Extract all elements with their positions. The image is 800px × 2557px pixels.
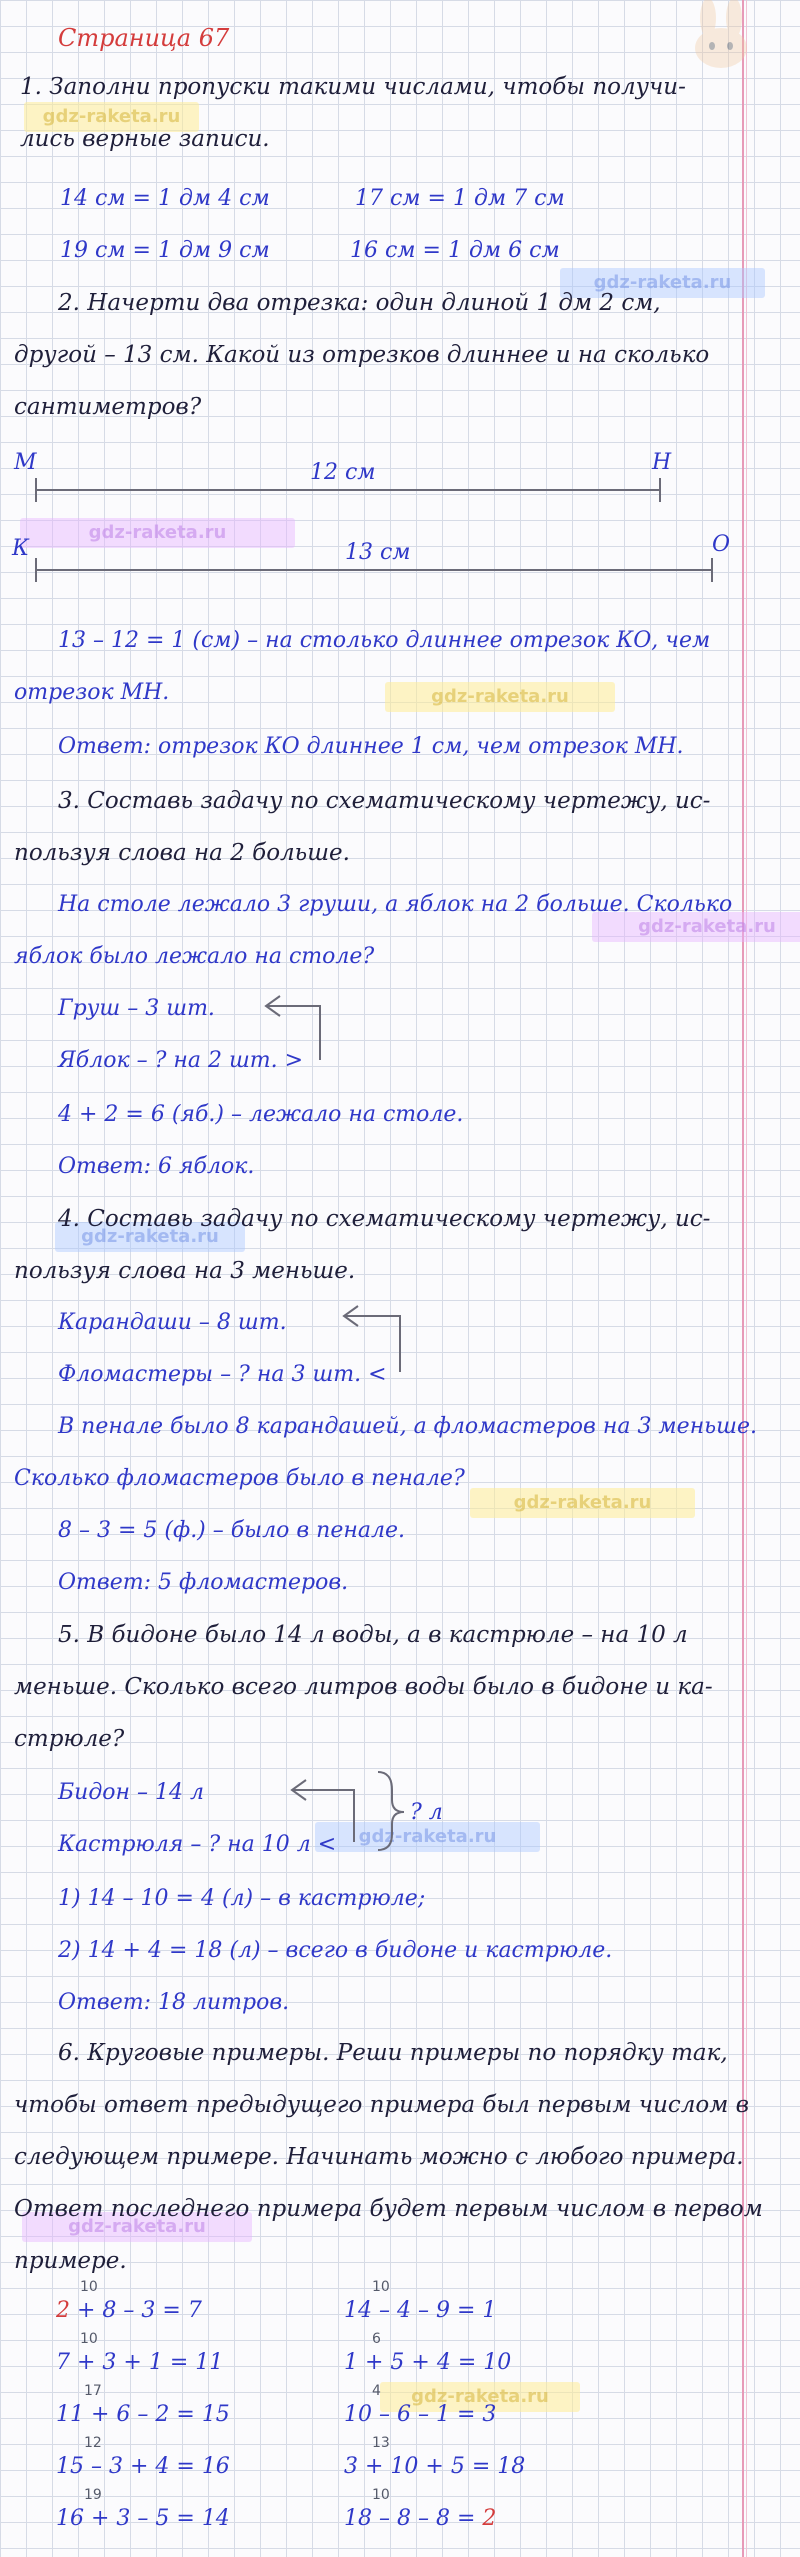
task4-story: Сколько фломастеров было в пенале? xyxy=(14,1466,465,1491)
circular-example: 10 – 6 – 1 = 3 xyxy=(344,2402,497,2427)
segment2-length-label: 13 см xyxy=(345,540,411,565)
task1-text-line: 1. Заполни пропуски такими числами, чтобы получи- xyxy=(20,74,686,100)
circular-example: 1 + 5 + 4 = 10 xyxy=(344,2350,512,2375)
segment2-start-label: К xyxy=(12,536,30,561)
circular-example: 7 + 3 + 1 = 11 xyxy=(56,2350,224,2375)
task2-text-line: 2. Начерти два отрезка: один длиной 1 дм 2 см, xyxy=(58,290,661,316)
watermark: gdz-raketa.ru xyxy=(592,912,800,942)
watermark: gdz-raketa.ru xyxy=(22,2212,252,2242)
helper-note: 6 xyxy=(372,2331,381,2347)
task6-text-line: чтобы ответ предыдущего примера был первым числом в xyxy=(14,2092,750,2118)
task5-solution: 2) 14 + 4 = 18 (л) – всего в бидоне и кастрюле. xyxy=(58,1938,613,1963)
task6-text-line: Ответ последнего примера будет первым числом в первом xyxy=(14,2196,763,2222)
task4-answer: Ответ: 5 фломастеров. xyxy=(58,1570,349,1595)
task3-story: На столе лежало 3 груши, а яблок на 2 больше. Сколько xyxy=(58,892,733,917)
task4-text-line: пользуя слова на 3 меньше. xyxy=(14,1258,356,1284)
task2-text-line: сантиметров? xyxy=(14,394,202,420)
helper-note: 10 xyxy=(80,2279,98,2295)
task6-text-line: следующем примере. Начинать можно с любого примера. xyxy=(14,2144,744,2170)
circular-example: 15 – 3 + 4 = 16 xyxy=(56,2454,230,2479)
task5-text-line: 5. В бидоне было 14 л воды, а в кастрюле – на 10 л xyxy=(58,1622,688,1648)
task1-answer: 14 см = 1 дм 4 см xyxy=(60,186,270,211)
helper-note: 17 xyxy=(84,2383,102,2399)
task2-answer: Ответ: отрезок КО длиннее 1 см, чем отрезок МН. xyxy=(58,734,684,759)
watermark: gdz-raketa.ru xyxy=(385,682,615,712)
task3-text-line: пользуя слова на 2 больше. xyxy=(14,840,350,866)
helper-note: 10 xyxy=(80,2331,98,2347)
task4-scheme-row: Фломастеры – ? на 3 шт. < xyxy=(58,1362,387,1387)
task3-scheme-row: Груш – 3 шт. xyxy=(58,996,215,1021)
segment1-length-label: 12 см xyxy=(310,460,376,485)
task5-solution: 1) 14 – 10 = 4 (л) – в кастрюле; xyxy=(58,1886,426,1911)
circular-example: 11 + 6 – 2 = 15 xyxy=(56,2402,230,2427)
task4-text-line: 4. Составь задачу по схематическому чертежу, ис- xyxy=(58,1206,711,1232)
task1-text-line: лись верные записи. xyxy=(20,126,270,152)
watermark: gdz-raketa.ru xyxy=(24,102,199,132)
task3-story: яблок было лежало на столе? xyxy=(14,944,375,969)
watermark: gdz-raketa.ru xyxy=(20,518,295,548)
segment2-end-label: О xyxy=(712,532,731,557)
circular-example: 14 – 4 – 9 = 1 xyxy=(344,2298,497,2323)
task3-solution: 4 + 2 = 6 (яб.) – лежало на столе. xyxy=(58,1102,464,1127)
task2-solution: 13 – 12 = 1 (см) – на столько длиннее отрезок КО, чем xyxy=(58,628,711,653)
watermark: gdz-raketa.ru xyxy=(560,268,765,298)
watermark: gdz-raketa.ru xyxy=(55,1222,245,1252)
task4-solution: 8 – 3 = 5 (ф.) – было в пенале. xyxy=(58,1518,405,1543)
task4-story: В пенале было 8 карандашей, а фломастеров на 3 меньше. xyxy=(58,1414,758,1439)
end-number: 2 xyxy=(482,2506,497,2531)
task6-text-line: 6. Круговые примеры. Реши примеры по порядку так, xyxy=(58,2040,728,2066)
task4-scheme-row: Карандаши – 8 шт. xyxy=(58,1310,287,1335)
helper-note: 19 xyxy=(84,2487,102,2503)
circular-example: 16 + 3 – 5 = 14 xyxy=(56,2506,230,2531)
task3-answer: Ответ: 6 яблок. xyxy=(58,1154,255,1179)
helper-note: 12 xyxy=(84,2435,102,2451)
task2-text-line: другой – 13 см. Какой из отрезков длиннее и на сколько xyxy=(14,342,710,368)
task6-text-line: примере. xyxy=(14,2248,127,2274)
task1-answer: 17 см = 1 дм 7 см xyxy=(355,186,565,211)
task5-text-line: стрюле? xyxy=(14,1726,125,1752)
segment-mn xyxy=(36,478,660,502)
task5-text-line: меньше. Сколько всего литров воды было в бидоне и ка- xyxy=(14,1674,713,1700)
task1-answer: 19 см = 1 дм 9 см xyxy=(60,238,270,263)
helper-note: 13 xyxy=(372,2435,390,2451)
task5-answer: Ответ: 18 литров. xyxy=(58,1990,290,2015)
task2-solution: отрезок МН. xyxy=(14,680,170,705)
page-title: Страница 67 xyxy=(58,24,230,52)
task1-answer: 16 см = 1 дм 6 см xyxy=(350,238,560,263)
task5-scheme-row: Бидон – 14 л xyxy=(58,1780,204,1805)
helper-note: 4 xyxy=(372,2383,381,2399)
start-number: 2 xyxy=(56,2298,70,2323)
helper-note: 10 xyxy=(372,2279,390,2295)
task5-brace-label: ? л xyxy=(410,1800,443,1825)
segment1-end-label: Н xyxy=(652,450,672,475)
segment1-start-label: М xyxy=(14,450,37,475)
segment-ko xyxy=(36,558,712,582)
watermark: gdz-raketa.ru xyxy=(380,2382,580,2412)
watermark: gdz-raketa.ru xyxy=(315,1822,540,1852)
task3-text-line: 3. Составь задачу по схематическому чертежу, ис- xyxy=(58,788,711,814)
task3-scheme-row: Яблок – ? на 2 шт. > xyxy=(58,1048,304,1073)
task5-scheme-row: Кастрюля – ? на 10 л < xyxy=(58,1832,337,1857)
circular-example: 18 – 8 – 8 = 2 xyxy=(344,2506,497,2531)
circular-example: 3 + 10 + 5 = 18 xyxy=(344,2454,526,2479)
watermark: gdz-raketa.ru xyxy=(470,1488,695,1518)
helper-note: 10 xyxy=(372,2487,390,2503)
task5-brace xyxy=(378,1772,404,1850)
circular-example: 2 + 8 – 3 = 7 xyxy=(56,2298,202,2323)
